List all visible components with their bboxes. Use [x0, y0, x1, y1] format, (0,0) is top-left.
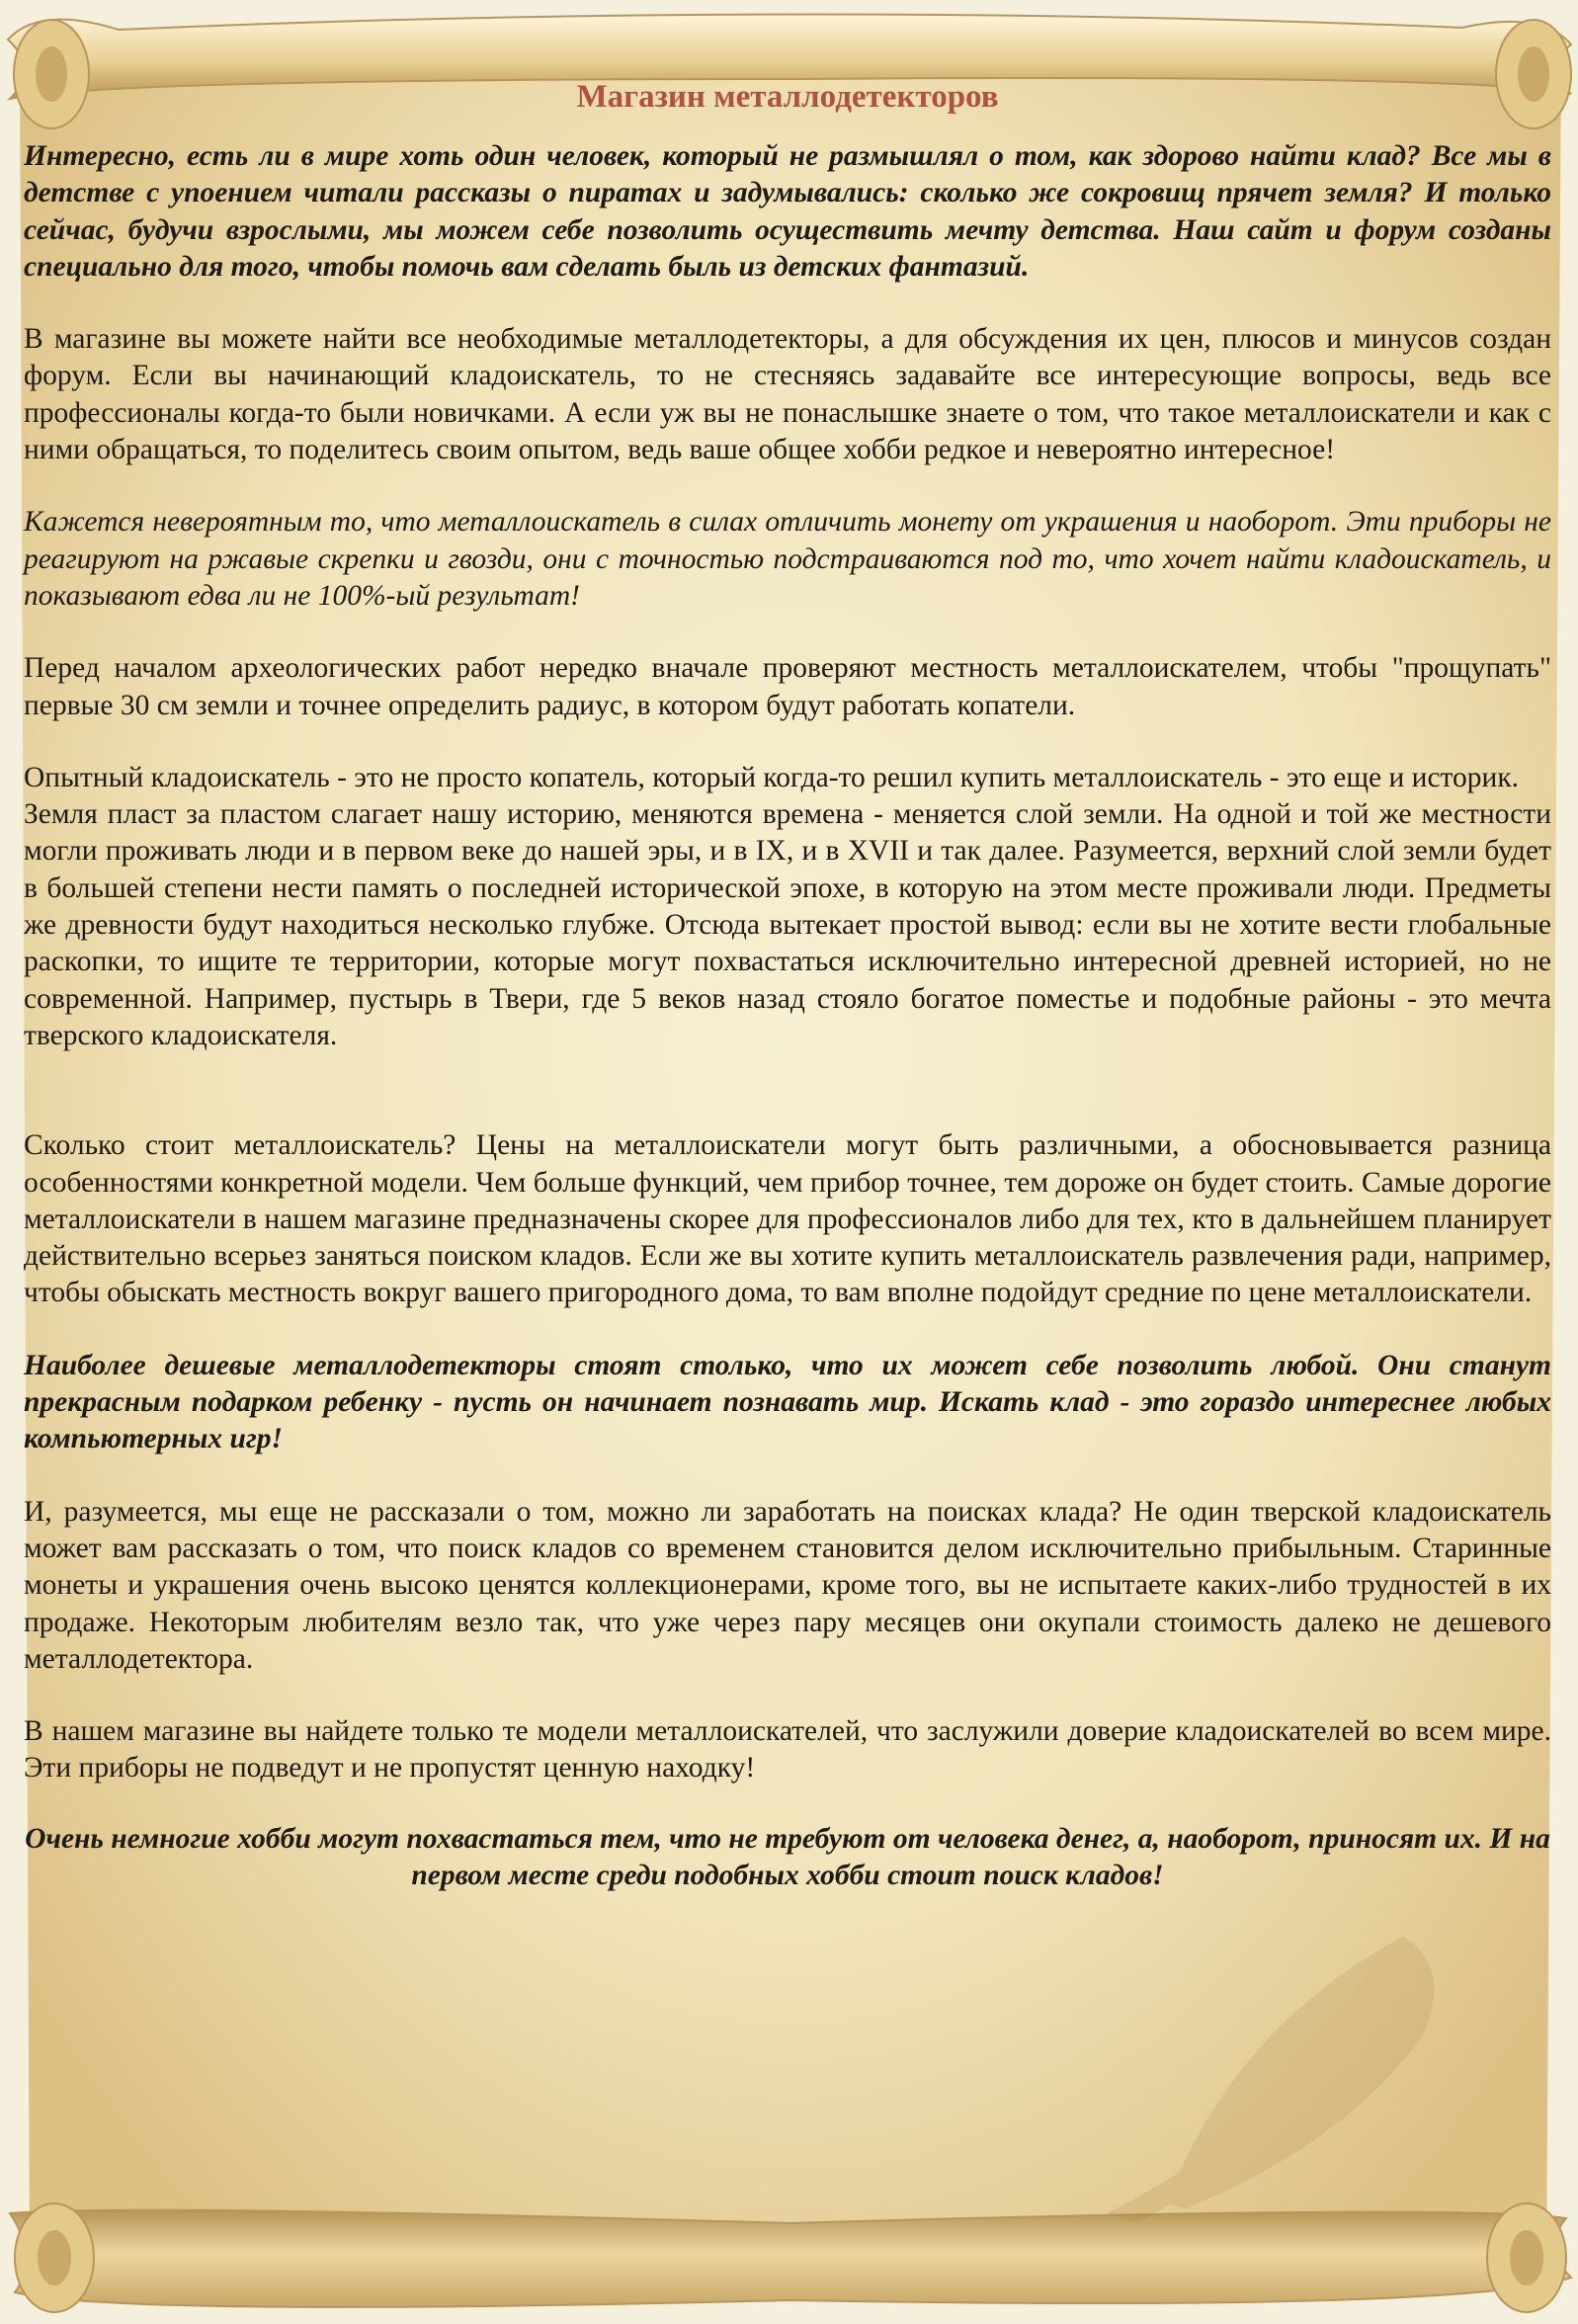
paragraph-detector-precision: Кажется невероятным то, что металлоискатель в силах отличить монету от украшения и наоборот. Эти приборы не реагируют на ржавые скрепки и гвозди, они с точностью подстраиваются под то, что хочет найти кладоискатель, и показывают едва ли не 100%-ый результат! [24, 506, 1551, 612]
paragraph-cheap-detectors: Наиболее дешевые металлодетекторы стоят столько, что их может себе позволить любой. Они станут прекрасным подарком ребенку - пусть он начинает познавать мир. Искать клад - это гораздо интереснее любых компьютерных игр! [24, 1349, 1551, 1455]
paragraph-archaeology: Перед началом археологических работ нередко вначале проверяют местность металлоискателем, чтобы "прощупать" первые 30 см земли и точнее определить радиус, в котором будут работать копатели. [24, 652, 1551, 721]
paragraph-price: Сколько стоит металлоискатель? Цены на металлоискатели могут быть различными, а обосновывается разница особенностями конкретной модели. Чем больше функций, чем прибор точнее, тем дороже он будет стоить. Самые дорогие металлоискатели в нашем магазине предназначены скорее для профессионалов либо для тех, кто в дальнейшем планирует действительно всерьез заняться поиском кладов. Если же вы хотите купить металлоискатель развлечения ради, например, чтобы обыскать местность вокруг вашего пригородного дома, то вам вполне подойдут средние по цене металлоискатели. [24, 1129, 1551, 1309]
paragraph-earth-layers: Земля пласт за пластом слагает нашу историю, меняются времена - меняется слой земли. На одной и той же местности могли проживать люди и в первом веке до нашей эры, и в IX, и в XVII и так далее. Разумеется, верхний слой земли будет в большей степени нести память о последней исторической эпохе, в которую на этом месте проживали люди. Предметы же древности будут находиться несколько глубже. Отсюда вытекает простой вывод: если вы не хотите вести глобальные раскопки, то ищите те территории, которые могут похвастаться исключительно интересной древней историей, но не современной. Например, пустырь в Твери, где 5 веков назад стояло богатое поместье и подобные районы - это мечта тверского кладоискателя. [24, 798, 1551, 1051]
article [24, 77, 1551, 1930]
paragraph-trusted-models: В нашем магазине вы найдете только те модели металлоискателей, что заслужили доверие кладоискателей во всем мире. Эти приборы не подведут и не пропустят ценную находку! [24, 1715, 1551, 1784]
intro-paragraph: Интересно, есть ли в мире хоть один человек, который не размышлял о том, как здорово найти клад? Все мы в детстве с упоением читали рассказы о пиратах и задумывались: сколько же сокровищ прячет земля? И только сейчас, будучи взрослыми, мы можем себе позволить осуществить мечту детства. Наш сайт и форум созданы специально для того, чтобы помочь вам сделать быль из детских фантазий. [24, 140, 1551, 283]
closing-paragraph: Очень немногие хобби могут похвастаться тем, что не требуют от человека денег, а, наоборот, приносят их. И на первом месте среди подобных хобби стоит поиск кладов! [25, 1822, 1550, 1891]
page-title: Магазин металлодетекторов [576, 79, 999, 115]
paragraph-earning: И, разумеется, мы еще не рассказали о том, можно ли заработать на поисках клада? Не один тверской кладоискатель может вам рассказать о том, что поиск кладов со временем становится делом исключительно прибыльным. Старинные монеты и украшения очень высоко ценятся коллекционерами, кроме того, вы не испытаете каких-либо трудностей в их продаже. Некоторым любителям везло так, что уже через пару месяцев они окупали стоимость далеко не дешевого металлодетектора. [24, 1495, 1551, 1675]
paragraph-historian: Опытный кладоискатель - это не просто копатель, который когда-то решил купить металлоискатель - это еще и историк. [24, 761, 1520, 793]
paragraph-shop-forum: В магазине вы можете найти все необходимые металлодетекторы, а для обсуждения их цен, плюсов и минусов создан форум. Если вы начинающий кладоискатель, то не стесняясь задавайте все интересующие вопросы, ведь все профессионалы когда-то были новичками. А если уж вы не понаслышке знаете о том, что такое металлоискатели и как с ними обращаться, то поделитесь своим опытом, ведь ваше общее хобби редкое и невероятно интересное! [24, 323, 1551, 466]
